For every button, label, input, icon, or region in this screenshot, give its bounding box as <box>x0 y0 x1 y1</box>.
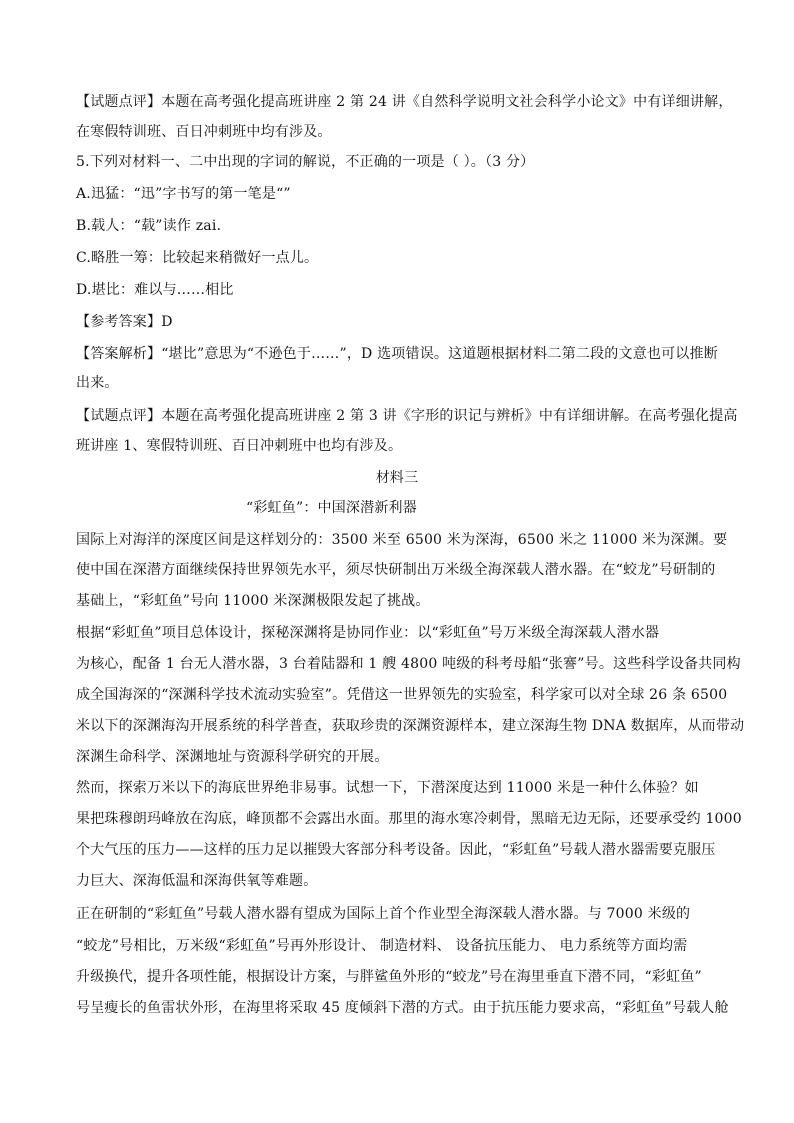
comment-2-line-1: 【试题点评】本题在高考强化提高班讲座 2 第 3 讲《字形的识记与辨析》中有详细讲解。在高考强化提高 <box>76 408 738 424</box>
option-a: A.迅猛：“迅”字书写的第一笔是“” <box>76 186 291 202</box>
paragraph-3-line-3: 个大气压的压力——这样的压力足以摧毁大客部分科考设备。因此，“彩虹鱼”号载人潜水器需要克服压 <box>76 842 716 858</box>
paragraph-2-line-2: 为核心，配备 1 台无人潜水器，3 台着陆器和 1 艘 4800 吨级的科考母船“张謇”号。这些科学设备共同构 <box>76 656 741 672</box>
paragraph-2-line-1: 根据“彩虹鱼”项目总体设计，探秘深渊将是协同作业：以“彩虹鱼”号万米级全海深载人潜水器 <box>76 625 660 641</box>
paragraph-1-line-1: 国际上对海洋的深度区间是这样划分的：3500 米至 6500 米为深海，6500 米之 11000 米为深渊。要 <box>76 532 728 548</box>
paragraph-2-line-3: 成全国海深的“深渊科学技术流动实验室”。凭借这一世界领先的实验室，科学家可以对全球 26 条 6500 <box>76 687 728 703</box>
paragraph-4-line-2: “蛟龙”号相比，万米级“彩虹鱼”号再外形设计、 制造材料、 设备抗压能力、 电力系统等方面均需 <box>76 938 688 954</box>
paragraph-3-line-2: 果把珠穆朗玛峰放在沟底，峰顶都不会露出水面。那里的海水寒冷刺骨，黑暗无边无际，还要承受约 1000 <box>76 811 742 827</box>
answer-analysis-2: 出来。 <box>76 375 119 391</box>
comment-line-1: 【试题点评】本题在高考强化提高班讲座 2 第 24 讲《自然科学说明文社会科学小论文》中有详细讲解， <box>76 94 733 110</box>
paragraph-3-line-4: 力巨大、深海低温和深海供氧等难题。 <box>76 873 318 889</box>
comment-line-2: 在寒假特训班、百日冲刺班中均有涉及。 <box>76 124 332 140</box>
paragraph-4-line-1: 正在研制的“彩虹鱼”号载人潜水器有望成为国际上首个作业型全海深载人潜水器。与 7000 米级的 <box>76 906 691 922</box>
paragraph-1-line-3: 基础上，“彩虹鱼”号向 11000 米深渊极限发起了挑战。 <box>76 593 430 609</box>
option-d: D.堪比：难以与……相比 <box>76 282 234 298</box>
article-title: “彩虹鱼”：中国深潜新利器 <box>246 500 417 516</box>
paragraph-2-line-5: 深渊生命科学、深渊地址与资源科学研究的开展。 <box>76 749 389 765</box>
paragraph-1-line-2: 使中国在深潜方面继续保持世界领先水平，须尽快研制出万米级全海深载人潜水器。在“蛟龙”号研制的 <box>76 562 716 578</box>
question-5-stem: 5.下列对材料一、二中出现的字词的解说，不正确的一项是（ ）。（3 分） <box>76 154 535 170</box>
paragraph-3-line-1: 然而，探索万米以下的海底世界绝非易事。试想一下，下潜深度达到 11000 米是一种什么体验？如 <box>76 780 699 796</box>
answer-analysis-1: 【答案解析】“堪比”意思为“不逊色于……”，D 选项错误。这道题根据材料二第二段的文意也可以推断 <box>76 346 718 362</box>
paragraph-4-line-3: 升级换代，提升各项性能，根据设计方案，与胖鲨鱼外形的“蛟龙”号在海里垂直下潜不同，“彩虹鱼” <box>76 969 702 985</box>
paragraph-4-line-4: 号呈瘦长的鱼雷状外形，在海里将采取 45 度倾斜下潜的方式。由于抗压能力要求高，“彩虹鱼”号载人舱 <box>76 1000 729 1016</box>
comment-2-line-2: 班讲座 1、寒假特训班、百日冲刺班中也均有涉及。 <box>76 438 403 454</box>
option-c: C.略胜一筹：比较起来稍微好一点儿。 <box>76 250 319 266</box>
material-3-heading: 材料三 <box>375 470 419 486</box>
reference-answer: 【参考答案】D <box>76 314 173 330</box>
paragraph-2-line-4: 米以下的深渊海沟开展系统的科学普查，获取珍贵的深渊资源样本，建立深海生物 DNA 数据库，从而带动 <box>76 718 745 734</box>
option-b: B.载人：“载”读作 zai. <box>76 218 222 234</box>
